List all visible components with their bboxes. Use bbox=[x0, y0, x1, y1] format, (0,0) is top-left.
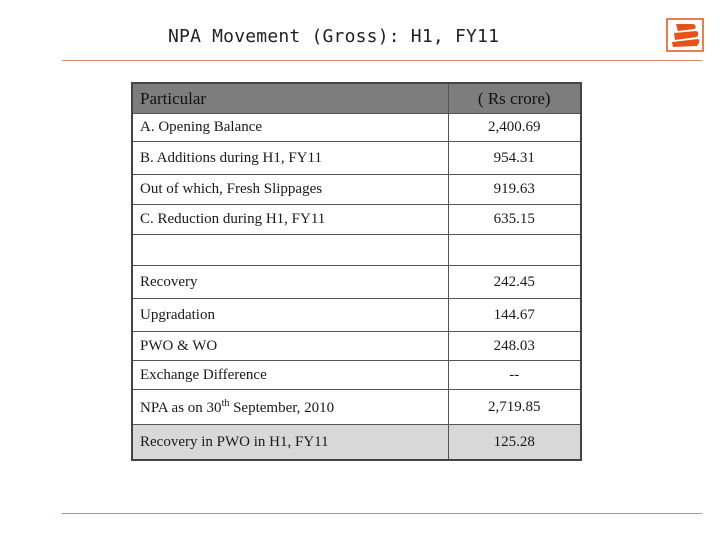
table-row bbox=[132, 332, 581, 361]
row-label: Upgradation bbox=[132, 299, 448, 332]
row-label: A. Opening Balance bbox=[132, 114, 448, 142]
row-value bbox=[448, 235, 581, 266]
row-label bbox=[132, 235, 448, 266]
table-row bbox=[132, 361, 581, 390]
row-label-superscript: th bbox=[221, 397, 230, 409]
table-header-row bbox=[132, 83, 581, 114]
table-row bbox=[132, 299, 581, 332]
table-row-spacer bbox=[132, 235, 581, 266]
table-row bbox=[132, 425, 581, 461]
header-divider bbox=[62, 60, 702, 61]
page-title: NPA Movement (Gross): H1, FY11 bbox=[168, 26, 500, 47]
table-row bbox=[132, 175, 581, 205]
bank-logo-icon bbox=[666, 18, 704, 52]
row-label: PWO & WO bbox=[132, 332, 448, 361]
row-value: 954.31 bbox=[448, 142, 581, 175]
row-label: Out of which, Fresh Slippages bbox=[132, 175, 448, 205]
row-label: Exchange Difference bbox=[132, 361, 448, 390]
row-value: 242.45 bbox=[448, 266, 581, 299]
row-value: 2,400.69 bbox=[448, 114, 581, 142]
row-label bbox=[132, 390, 448, 425]
row-value: 919.63 bbox=[448, 175, 581, 205]
row-value: 635.15 bbox=[448, 205, 581, 235]
npa-movement-table bbox=[131, 82, 582, 461]
row-value: 2,719.85 bbox=[448, 390, 581, 425]
column-header-amount: ( Rs crore) bbox=[448, 83, 581, 114]
row-label-prefix: NPA as on 30 bbox=[140, 399, 222, 416]
row-label: Recovery bbox=[132, 266, 448, 299]
row-label: C. Reduction during H1, FY11 bbox=[132, 205, 448, 235]
column-header-particular: Particular bbox=[132, 83, 448, 114]
footer-divider bbox=[62, 513, 702, 514]
row-value: 144.67 bbox=[448, 299, 581, 332]
row-value: 248.03 bbox=[448, 332, 581, 361]
table-row bbox=[132, 205, 581, 235]
table-row bbox=[132, 390, 581, 425]
table-row bbox=[132, 114, 581, 142]
table-row bbox=[132, 142, 581, 175]
row-label-suffix: September, 2010 bbox=[229, 399, 335, 416]
row-value: 125.28 bbox=[448, 425, 581, 461]
table-row bbox=[132, 266, 581, 299]
row-value: -- bbox=[448, 361, 581, 390]
row-label: Recovery in PWO in H1, FY11 bbox=[132, 425, 448, 461]
row-label: B. Additions during H1, FY11 bbox=[132, 142, 448, 175]
